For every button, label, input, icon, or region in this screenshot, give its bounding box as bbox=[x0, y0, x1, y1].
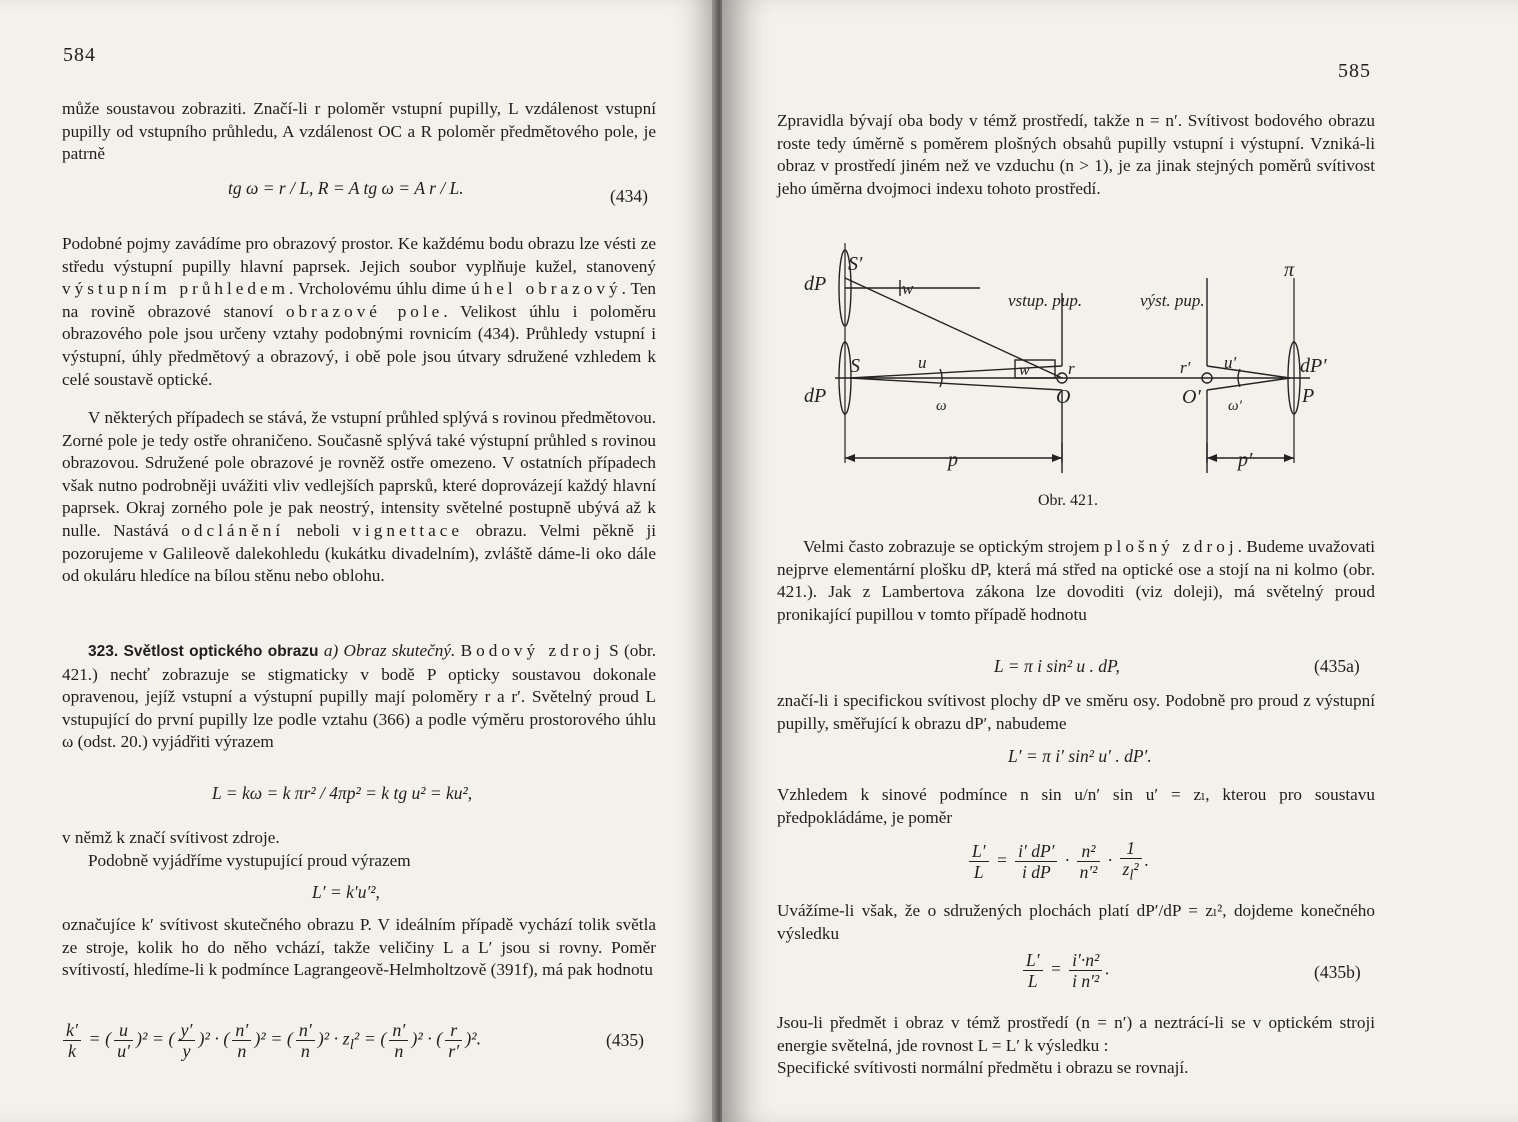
label-u-prime: u′ bbox=[1224, 353, 1237, 372]
figure-caption: Obr. 421. bbox=[1038, 492, 1098, 509]
d: n bbox=[237, 1041, 247, 1061]
d: $z_l^2$ bbox=[1122, 859, 1139, 884]
label-S-prime: S′ bbox=[848, 253, 863, 275]
n: n′ bbox=[389, 1020, 408, 1041]
label-O-prime: O′ bbox=[1182, 386, 1201, 408]
section-subtitle: a) Obraz skutečný. bbox=[323, 641, 456, 660]
section-number: 323. bbox=[88, 643, 119, 660]
d: u′ bbox=[117, 1041, 131, 1061]
equation-435b: $\frac{L'}{L}$ = $\frac{\text{i′·n²}}{\text{i n′²}}$ . bbox=[1020, 950, 1110, 991]
n: i′·n² bbox=[1069, 950, 1102, 971]
equation-number: (435b) bbox=[1314, 962, 1361, 982]
text-run: . Ten na rovině obrazové stanoví bbox=[62, 279, 657, 321]
d: n bbox=[394, 1041, 404, 1061]
frac bbox=[63, 1020, 81, 1061]
text-run: obrazu. Velmi pěkně ji pozorujeme v Galileově dalekohledu (kukátku divadelním), zvláště dáme-li oko dále od okuláru hledíce na bílou stěnu nebo oblohu. bbox=[62, 520, 657, 586]
spaced-term: obrazové pole bbox=[285, 301, 444, 321]
frac bbox=[1069, 950, 1102, 991]
d: n bbox=[300, 1041, 310, 1061]
left-page bbox=[0, 0, 716, 1122]
paragraph-text: Jsou-li předmět i obraz v témž prostředí (n = n′) a neztrácí-li se v optickém stroji energie světelná, jde rovnost L = L′ k výsledku : bbox=[777, 1013, 1375, 1055]
n: L′ bbox=[969, 841, 989, 862]
text-run: . Velikost úhlu i poloměru obrazového pole jsou určeny vztahy podobnými rovnicím (434). Průhledy vstupní i výstupní, úhly předmětový a obrazový, i obě pole jsou útvary sdružené vzhledem k celé soustavě optické. bbox=[62, 301, 657, 389]
equation-435a: L = π i sin² u . dP, bbox=[994, 656, 1120, 676]
paragraph bbox=[777, 900, 1375, 945]
page-number: 584 bbox=[63, 44, 96, 66]
equation-ratio: $\frac{L'}{L}$ = $\frac{i' dP'}{\text{i dP}}$ · $\frac{\text{n²}}{\text{n′²}}$ · $\frac{1}{z_l^2}$ . bbox=[966, 838, 1149, 886]
paragraph bbox=[62, 233, 656, 391]
paragraph bbox=[62, 827, 656, 872]
text-run: neboli bbox=[296, 520, 340, 540]
label-dP-prime: dP′ bbox=[1300, 355, 1327, 377]
n: n′ bbox=[296, 1020, 315, 1041]
d: r′ bbox=[448, 1041, 460, 1061]
paragraph-text: může soustavou zobraziti. Značí-li r poloměr vstupní pupilly, L vzdálenost vstupní pupilly od vstupního průhledu, A vzdálenost OC a R poloměr předmětového pole, je patrně bbox=[62, 99, 656, 164]
label-vyst-pup: výst. pup. bbox=[1140, 291, 1205, 310]
paragraph bbox=[62, 914, 656, 982]
n: y′ bbox=[178, 1020, 196, 1041]
page-number: 585 bbox=[1338, 60, 1371, 82]
paragraph bbox=[777, 536, 1375, 626]
d: i n′² bbox=[1072, 971, 1100, 991]
paragraph bbox=[777, 1012, 1375, 1080]
spaced-term: Bodový zdroj bbox=[460, 641, 604, 660]
label-omega: ω bbox=[936, 398, 947, 414]
label-dP-bottom: dP bbox=[804, 385, 827, 407]
label-pi: π bbox=[1284, 259, 1295, 281]
label-omega-prime: ω′ bbox=[1228, 398, 1242, 414]
section-title: Světlost optického obrazu bbox=[123, 643, 319, 660]
paragraph-body bbox=[777, 536, 1375, 626]
d: L bbox=[973, 862, 984, 883]
spaced-term: plošný zdroj bbox=[1103, 537, 1238, 556]
spaced-term: odclánění bbox=[181, 520, 285, 540]
equation-L: L = kω = k πr² / 4πp² = k tg u² = ku², bbox=[212, 783, 473, 803]
frac bbox=[1015, 841, 1057, 882]
d: k bbox=[67, 1041, 76, 1061]
paragraph bbox=[62, 98, 656, 166]
spaced-term: vignettace bbox=[352, 520, 464, 540]
label-u: u bbox=[918, 353, 927, 372]
equation-L-prime: L′ = k′u′², bbox=[312, 882, 380, 902]
paragraph-text: označujíce k′ svítivost skutečného obrazu P. V ideálním případě vychází tolik světla ze stroje, kolik ho do něho vchází, takže veličiny L a L′ jsou si rovny. Poměr svítivostí, hledíme-li k podmínce Lagrangeově-Helmholtzově (391f), má pak hodnotu bbox=[62, 915, 656, 980]
n: L′ bbox=[1023, 950, 1043, 971]
paragraph-text: Vzhledem k sinové podmínce n sin u/n′ sin u′ = zₗ, kterou pro soustavu předpokládáme, je poměr bbox=[777, 785, 1375, 827]
text-run: . Vrcholovému úhlu dime bbox=[289, 279, 467, 299]
optics-figure-421 bbox=[800, 238, 1340, 488]
frac bbox=[178, 1020, 196, 1061]
conclusion-text: Specifické svítivosti normální předmětu i obrazu se rovnají. bbox=[777, 1058, 1189, 1078]
paragraph-body bbox=[62, 407, 656, 588]
frac bbox=[1120, 838, 1142, 886]
paragraph-body bbox=[62, 640, 656, 754]
frac bbox=[1077, 841, 1101, 882]
label-vstup-pup: vstup. pup. bbox=[1008, 291, 1083, 310]
n: n′ bbox=[232, 1020, 251, 1041]
right-page bbox=[722, 0, 1518, 1122]
paragraph-text: Uvážíme-li však, že o sdružených plochách platí dP′/dP = zₗ², dojdeme konečného výsledku bbox=[777, 901, 1375, 943]
n: 1 bbox=[1120, 838, 1142, 859]
label-P: P bbox=[1302, 385, 1315, 407]
text-run: Podobné pojmy zavádíme pro obrazový prostor. Ke každému bodu obrazu lze vésti ze středu výstupní pupilly hlavní paprsek. Jejich soubor vyplňuje kužel, stanovený bbox=[62, 234, 656, 276]
label-r: r bbox=[1068, 359, 1075, 378]
paragraph-text: Podobně vyjádříme vystupující proud výrazem bbox=[88, 850, 411, 870]
equation-434: tg ω = r / L, R = A tg ω = A r / L. bbox=[228, 178, 464, 198]
section-paragraph bbox=[62, 640, 656, 754]
equation-435: $\frac{k'}{k}$ = ( $\frac{u}{u'}$ )² = ( $\frac{y'}{y}$ )² · ( $\frac{n'}{n}$ )² = ( $\frac{n'}{n}$ )$^2 \cdot z_l^2$ = ( $\frac{n'}{n}$ )² · ( $\frac{r}{r'}$ )². bbox=[60, 1020, 481, 1061]
paragraph bbox=[777, 110, 1375, 200]
label-w-mid: w bbox=[1019, 362, 1030, 379]
equation-L-prime-right: L′ = π i′ sin² u′ . dP′. bbox=[1008, 746, 1152, 766]
n: n² bbox=[1077, 841, 1101, 862]
paragraph bbox=[777, 784, 1375, 829]
paragraph-text: v němž k značí svítivost zdroje. bbox=[62, 828, 280, 847]
label-p: p bbox=[948, 449, 958, 471]
text-run: . Budeme uvažovati nejprve elementární plošku dP, která má střed na optické ose a stojí na ni kolmo (obr. 421.). Jak z Lambertova zákona lze dovoditi (viz doleji), má světelný proud pronikající pupillou v tomto případě hodnotu bbox=[777, 537, 1375, 624]
frac bbox=[969, 841, 989, 882]
frac bbox=[1023, 950, 1043, 991]
d: y bbox=[182, 1041, 191, 1061]
label-S: S bbox=[850, 355, 860, 377]
label-p-prime: p′ bbox=[1238, 449, 1253, 471]
text-run: S (obr. 421.) nechť zobrazuje se stigmaticky v bodě P opticky soustavou dokonale opravenou, jejíž vstupní a výstupní pupilly mají poloměry r a r′. Světelný proud L vstupující do první pupilly lze podle vztahu (366) a podle výměru prostorového úhlu ω (odst. 20.) vyjádřiti výrazem bbox=[62, 641, 656, 752]
frac bbox=[232, 1020, 251, 1061]
d: i dP bbox=[1021, 862, 1051, 883]
frac bbox=[296, 1020, 315, 1061]
n: u bbox=[114, 1020, 133, 1041]
n: r bbox=[445, 1020, 462, 1041]
equation-number: (434) bbox=[610, 186, 648, 206]
text-run: Velmi často zobrazuje se optickým strojem bbox=[803, 537, 1100, 556]
equation-number: (435) bbox=[606, 1030, 644, 1050]
d: L bbox=[1027, 971, 1038, 991]
paragraph-body bbox=[62, 233, 656, 391]
frac bbox=[445, 1020, 462, 1061]
frac bbox=[114, 1020, 133, 1061]
text-run: V některých případech se stává, že vstupní průhled splývá s rovinou předmětovou. Zorné pole je tedy ostře ohraničeno. Současně splývá také výstupní průhled s rovinou obrazovou. Sdružené pole obrazové je rovněž ostře omezeno. V ostatních případech však nutno podrobněji uvážiti vliv vedlejších paprsků, které doprovázejí každý hlavní paprsek. Okraj zorného pole je pak neostrý, intensity světelné postupně ubývá až k nulle. Nastává bbox=[62, 408, 656, 540]
frac bbox=[389, 1020, 408, 1061]
paragraph-text: značí-li i specifickou svítivost plochy dP ve směru osy. Podobně pro proud z výstupní pupilly, směřující k obrazu dP′, nabudeme bbox=[777, 691, 1375, 733]
n: k′ bbox=[63, 1020, 81, 1041]
label-r-prime: r′ bbox=[1180, 358, 1191, 377]
label-dP-top: dP bbox=[804, 273, 827, 295]
paragraph-text: Zpravidla bývají oba body v témž prostředí, takže n = n′. Svítivost bodového obrazu roste tedy úměrně s poměrem plošných obsahů pupilly vstupní i výstupní. Vzniká-li obraz v prostředí jiném než ve vzduchu (n > 1), je za jinak stejných poměrů svítivost jeho úměrna dvojmoci indexu tohoto prostředí. bbox=[777, 111, 1375, 198]
label-w-top: w bbox=[902, 279, 914, 298]
equation-number: (435a) bbox=[1314, 656, 1360, 676]
n: i′ dP′ bbox=[1015, 841, 1057, 862]
spaced-term: výstupním průhledem bbox=[62, 279, 290, 299]
paragraph bbox=[62, 407, 656, 588]
d: n′² bbox=[1079, 862, 1098, 883]
spaced-term: úhel obrazový bbox=[471, 279, 622, 299]
label-O: O bbox=[1056, 386, 1071, 408]
paragraph bbox=[777, 690, 1375, 735]
